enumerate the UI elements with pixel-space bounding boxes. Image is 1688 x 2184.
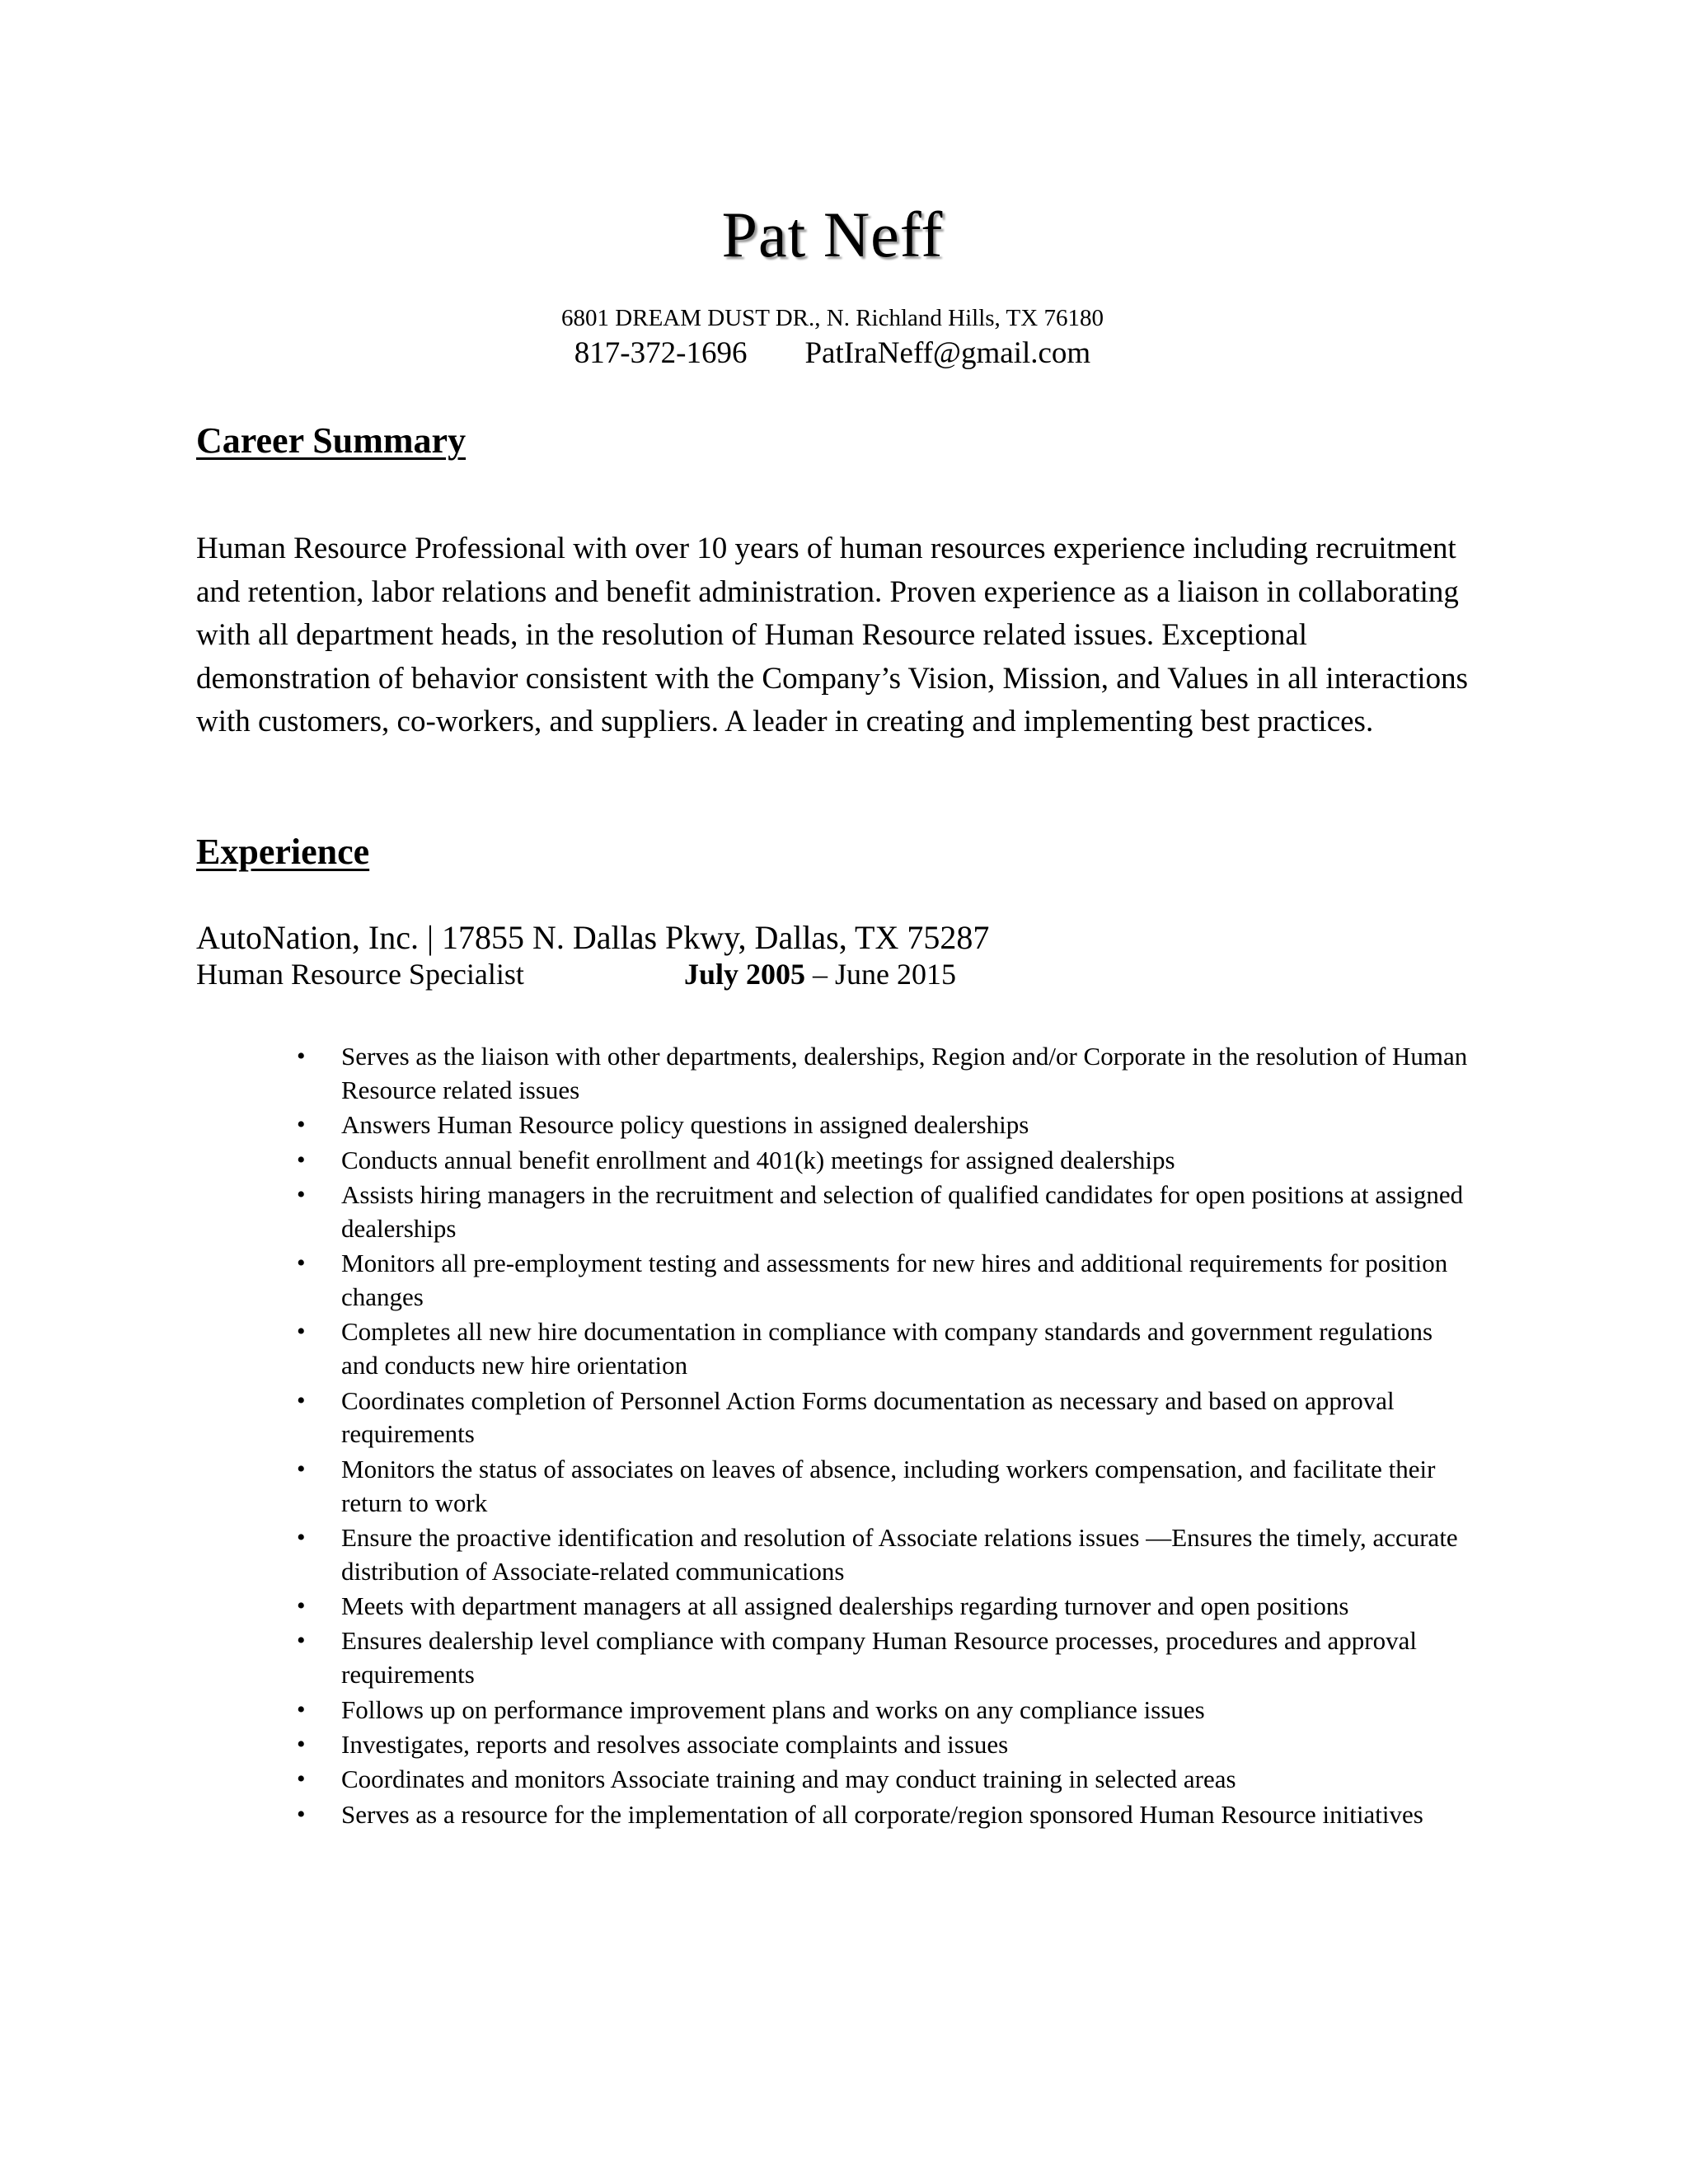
list-item (287, 1798, 1474, 1832)
list-item (287, 1315, 1474, 1383)
list-item-text: Completes all new hire documentation in compliance with company standards and government regulations and conducts new hire orientation (341, 1317, 1433, 1380)
list-item (287, 1694, 1474, 1727)
bullet-icon: • (297, 1180, 306, 1208)
list-item (287, 1521, 1474, 1589)
phone: 817-372-1696 (574, 336, 748, 370)
bullet-icon: • (297, 1455, 306, 1483)
list-item-text: Coordinates and monitors Associate training and may conduct training in selected areas (341, 1765, 1236, 1794)
list-item-text: Ensure the proactive identification and resolution of Associate relations issues —Ensures the timely, accurate distribution of Associate-related communications (341, 1522, 1458, 1586)
list-item (287, 1179, 1474, 1246)
job-title: Human Resource Specialist (196, 958, 524, 991)
list-item (287, 1108, 1474, 1142)
list-item-text: Conducts annual benefit enrollment and 401(k) meetings for assigned dealerships (341, 1145, 1175, 1174)
bullet-icon: • (297, 1386, 306, 1414)
list-item-text: Serves as the liaison with other departments, dealerships, Region and/or Corporate in the resolution of Human Resource related issues (341, 1042, 1468, 1104)
list-item-text: Assists hiring managers in the recruitment and selection of qualified candidates for open positions at assigned dealerships (341, 1179, 1464, 1243)
candidate-name: Pat Neff (721, 199, 944, 270)
bullet-icon: • (297, 1111, 306, 1139)
role-line (196, 956, 1350, 992)
bullet-icon: • (297, 1731, 306, 1759)
duties-list (287, 1040, 1474, 1833)
end-date: – June 2015 (805, 958, 957, 991)
career-summary-heading: Career Summary (196, 420, 467, 461)
list-item (287, 1247, 1474, 1315)
list-item-text: Serves as a resource for the implementation of all corporate/region sponsored Human Resource initiatives (341, 1799, 1423, 1829)
bullet-icon: • (297, 1592, 306, 1620)
list-item-text: Monitors all pre-employment testing and assessments for new hires and additional requirements for position changes (341, 1249, 1448, 1311)
address: 6801 DREAM DUST DR., N. Richland Hills, TX 76180 (561, 305, 1104, 331)
list-item (287, 1040, 1474, 1108)
list-item (287, 1385, 1474, 1452)
bullet-icon: • (297, 1695, 306, 1723)
company-line: AutoNation, Inc. | 17855 N. Dallas Pkwy, Dallas, TX 75287 (196, 919, 990, 956)
bullet-icon: • (297, 1627, 306, 1655)
bullet-icon: • (297, 1043, 306, 1070)
list-item (287, 1624, 1474, 1692)
list-item (287, 1453, 1474, 1521)
list-item-text: Follows up on performance improvement plans and works on any compliance issues (341, 1694, 1205, 1724)
list-item-text: Answers Human Resource policy questions in assigned dealerships (341, 1110, 1029, 1140)
career-summary-text: Human Resource Professional with over 10 years of human resources experience including recruitment and retention, labor relations and benefit administration. Proven experience as a liaison in collaborating with all department heads, in the resolution of Human Resource related issues. Exceptional demonstration of behavior consistent with the Company’s Vision, Mission, and Values in all interactions with customers, co-workers, and suppliers. A leader in creating and implementing best practices. (196, 532, 1469, 738)
list-item-text: Coordinates completion of Personnel Action Forms documentation as necessary and based on approval requirements (341, 1385, 1395, 1449)
bullet-icon: • (297, 1765, 306, 1793)
bullet-icon: • (297, 1146, 306, 1174)
list-item (287, 1728, 1474, 1762)
experience-heading: Experience (196, 832, 370, 872)
list-item-text: Investigates, reports and resolves associate complaints and issues (341, 1730, 1009, 1760)
list-item (287, 1144, 1474, 1178)
contact-line (0, 335, 1665, 373)
bullet-icon: • (297, 1523, 306, 1551)
bullet-icon: • (297, 1249, 306, 1277)
list-item (287, 1590, 1474, 1624)
start-date: July 2005 (684, 958, 806, 991)
list-item-text: Ensures dealership level compliance with company Human Resource processes, procedures and approval requirements (341, 1626, 1417, 1690)
bullet-icon: • (297, 1800, 306, 1828)
list-item-text: Meets with department managers at all assigned dealerships regarding turnover and open positions (341, 1591, 1349, 1621)
list-item (287, 1763, 1474, 1797)
list-item-text: Monitors the status of associates on leaves of absence, including workers compensation, and facilitate their return to work (341, 1454, 1436, 1517)
email: PatIraNeff@gmail.com (804, 336, 1091, 370)
bullet-icon: • (297, 1318, 306, 1346)
